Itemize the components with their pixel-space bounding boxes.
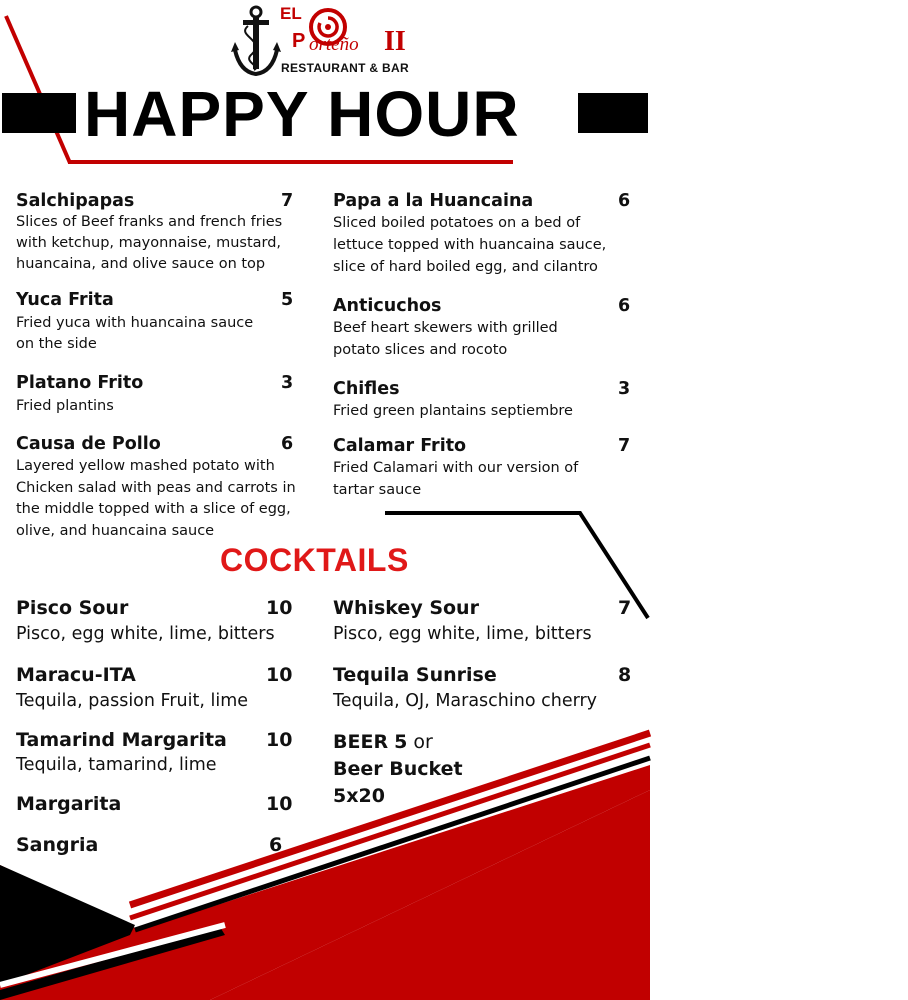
- menu-item-desc: Fried plantins: [16, 398, 114, 414]
- logo-subtitle: RESTAURANT & BAR: [281, 61, 409, 75]
- menu-item-price: 7: [618, 436, 631, 456]
- menu-item-desc: tartar sauce: [333, 482, 422, 498]
- menu-item-price: 6: [618, 296, 631, 316]
- title-bar-right: [578, 93, 648, 133]
- cocktail-price: 8: [618, 664, 632, 686]
- menu-item-price: 6: [618, 191, 631, 211]
- cocktail-name: Sangria: [16, 834, 99, 856]
- cocktail-name: Pisco Sour: [16, 597, 129, 619]
- cocktail-price: 10: [266, 597, 293, 619]
- menu-item-desc: Beef heart skewers with grilled: [333, 320, 558, 336]
- menu-item-price: 3: [281, 373, 294, 393]
- cocktail-desc: Tequila, OJ, Maraschino cherry: [333, 691, 598, 711]
- anchor-icon: [231, 7, 281, 74]
- menu-item-name: Salchipapas: [16, 191, 135, 211]
- menu-item-name: Anticuchos: [333, 296, 442, 316]
- menu-item-price: 7: [281, 191, 294, 211]
- logo-initial: P: [292, 30, 306, 52]
- menu-item-name: Calamar Frito: [333, 436, 467, 456]
- cocktail-name: Tamarind Margarita: [16, 729, 227, 751]
- beer-bucket-label: Beer Bucket: [333, 758, 463, 780]
- cocktails-heading: COCKTAILS: [220, 542, 409, 578]
- menu-item-price: 6: [281, 434, 294, 454]
- menu-item-desc: Chicken salad with peas and carrots in: [16, 480, 296, 496]
- menu-item-desc: potato slices and rocoto: [333, 342, 508, 358]
- beer-or: or: [413, 731, 433, 753]
- logo-numeral: II: [384, 26, 406, 57]
- beer-price: 5: [394, 731, 408, 753]
- menu-item-name: Chifles: [333, 379, 400, 399]
- menu-item-name: Papa a la Huancaina: [333, 191, 534, 211]
- menu-item-desc: lettuce topped with huancaina sauce,: [333, 237, 607, 253]
- menu-item-desc: slice of hard boiled egg, and cilantro: [333, 259, 598, 275]
- cocktail-desc: Pisco, egg white, lime, bitters: [16, 624, 275, 644]
- logo-el: EL: [280, 4, 302, 23]
- menu-item-desc: Fried yuca with huancaina sauce: [16, 315, 254, 331]
- beer-bucket: [333, 756, 463, 783]
- menu-item-desc: Slices of Beef franks and french fries: [16, 214, 283, 230]
- menu-item-desc: Layered yellow mashed potato with: [16, 458, 275, 474]
- cocktail-name: Margarita: [16, 793, 122, 815]
- beer-bucket-price: 5x20: [333, 785, 385, 807]
- cocktail-price: 10: [266, 729, 293, 751]
- logo-name: orteño: [309, 34, 359, 55]
- beer-bucket-price-line: [333, 783, 385, 810]
- menu-item-desc: the middle topped with a slice of egg,: [16, 501, 291, 517]
- cocktail-price: 10: [266, 793, 293, 815]
- menu-item-name: Yuca Frita: [16, 290, 114, 310]
- menu-item-desc: Fried green plantains septiembre: [333, 403, 573, 419]
- beer-label: BEER: [333, 731, 389, 753]
- menu-item-desc: huancaina, and olive sauce on top: [16, 256, 266, 272]
- menu-item-desc: on the side: [16, 336, 97, 352]
- menu-item-price: 5: [281, 290, 294, 310]
- cocktail-desc: Tequila, passion Fruit, lime: [16, 691, 249, 711]
- title-bar-left: [2, 93, 76, 133]
- menu-item-desc: Fried Calamari with our version of: [333, 460, 579, 476]
- menu-item-desc: olive, and huancaina sauce: [16, 523, 215, 539]
- menu-item-desc: Sliced boiled potatoes on a bed of: [333, 215, 581, 231]
- cocktail-desc: Pisco, egg white, lime, bitters: [333, 624, 592, 644]
- menu-item-desc: with ketchup, mayonnaise, mustard,: [16, 235, 282, 251]
- cocktail-name: Tequila Sunrise: [333, 664, 497, 686]
- cocktail-name: Maracu-ITA: [16, 664, 136, 686]
- menu-item-price: 3: [618, 379, 631, 399]
- red-diagonal-line: [6, 16, 70, 163]
- cocktail-desc: Tequila, tamarind, lime: [16, 755, 217, 775]
- page-title: HAPPY HOUR: [84, 78, 520, 150]
- menu-item-name: Platano Frito: [16, 373, 144, 393]
- cocktail-price: 7: [618, 597, 632, 619]
- cocktail-price: 6: [269, 834, 283, 856]
- menu-item-name: Causa de Pollo: [16, 434, 161, 454]
- beer-line: [333, 729, 433, 756]
- cocktail-price: 10: [266, 664, 293, 686]
- cocktail-name: Whiskey Sour: [333, 597, 479, 619]
